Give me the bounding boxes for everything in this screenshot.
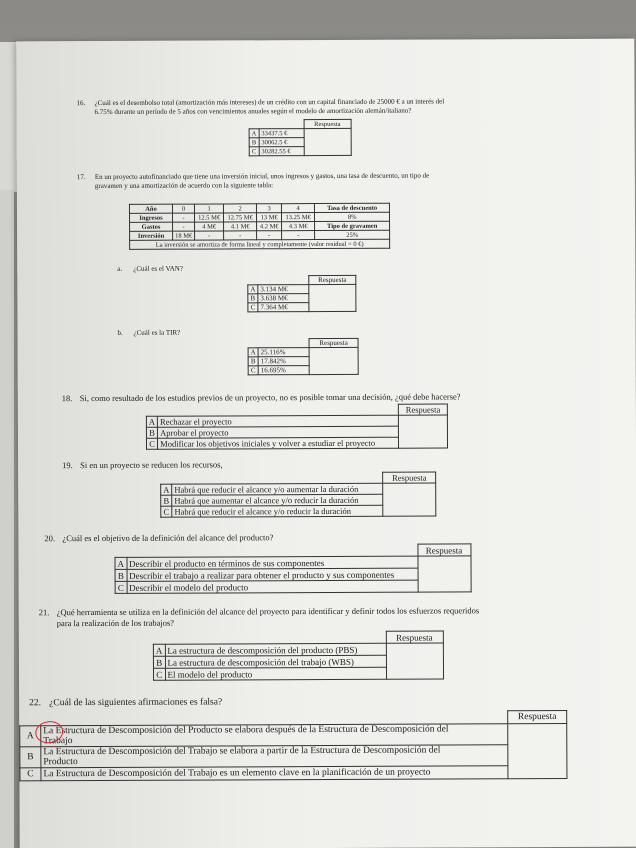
question-21 [39,605,599,629]
tasa-label: Tasa de descuento [315,203,390,212]
year-cell: 4 [282,204,315,213]
table-footer: La inversión se amortiza de forma lineal y completamente (valor residual = 0 €) [130,239,390,249]
option-text: 25.116% [258,348,309,357]
option-text-line: La Estructura de Descomposición del Producto se elabora después de la Estructura de Descomposición del [43,724,449,737]
option-letter: B [248,294,258,303]
gastos-cell: 4 M€ [195,222,224,231]
answer-header: Respuesta [386,631,443,643]
option-text: 7.364 M€ [258,303,309,312]
option-letter: A [115,557,127,569]
question-text: Si en un proyecto se reducen los recursos, [80,459,223,471]
q18-options-table [146,403,448,449]
option-row[interactable] [249,128,351,137]
ingresos-cell: - [172,213,194,222]
option-text-line: La Estructura de Descomposición del Trabajo se elabora a partir de la Estructura de Descomposición del [43,745,441,758]
question-number: 19. [62,460,73,471]
option-text: 30282.55 € [259,147,304,156]
q22-options-table [19,710,567,781]
q21-options-table [153,630,444,680]
option-row[interactable] [153,643,443,656]
question-text-cont: 6.75% durante un período de 5 años con vencimientos anuales según el modelo de amortización alemán/italiano? [94,106,412,117]
option-letter: C [153,668,165,680]
option-letter: B [248,357,258,366]
ingresos-cell: 13.25 M€ [282,213,315,222]
inversion-cell: 18 M€ [173,231,195,240]
tipo-value: 25% [315,230,390,239]
question-text: ¿Qué herramienta se utiliza en la definición del alcance del proyecto para identificar y definir todos los esfuerzos requeridos [56,605,480,618]
sub-question: ¿Cuál es la TIR? [133,328,181,337]
answer-box[interactable] [309,284,356,311]
year-cell: 0 [172,204,194,213]
tasa-value: 8% [315,212,390,221]
option-text: Habrá que reducir el alcance y/o aumentar la duración [172,483,383,495]
q17b-options-table [248,338,359,375]
option-text: Aprobar el proyecto [158,426,399,438]
question-17 [77,171,597,191]
option-letter: C [248,303,258,312]
inversion-cell: - [195,231,224,240]
option-row[interactable] [20,723,567,746]
option-text: Describir el producto en términos de sus componentes [126,556,417,569]
question-number: 16. [76,99,86,108]
option-text-line: Trabajo [43,736,73,747]
question-number: 18. [61,393,73,404]
answer-box[interactable] [417,556,470,592]
option-letter: C [115,581,127,593]
year-cell: 1 [195,204,224,213]
option-text [41,745,508,768]
inversion-cell: - [257,231,282,240]
answer-box[interactable] [399,415,448,448]
question-text: ¿Cuál es el desembolso total (amortización más intereses) de un crédito con un capital financiado de 25000 € a un interés del [94,97,445,108]
option-row[interactable] [161,483,436,495]
question-16 [76,97,596,117]
answer-header: Respuesta [383,472,436,483]
answer-header: Respuesta [417,544,470,556]
option-letter: B [20,747,41,768]
question-number: 21. [38,607,50,618]
option-letter: A [248,285,258,294]
option-text: Habrá que reducir el alcance y/o reducir la duración [172,505,383,517]
option-row[interactable] [248,347,358,356]
question-20 [44,531,564,544]
option-text: La estructura de descomposición del trabajo (WBS) [165,655,386,668]
option-text: 3.638 M€ [258,294,309,303]
option-text: El modelo del producto [165,667,386,680]
question-17a [117,265,183,274]
question-text: ¿Cuál es el objetivo de la definición del alcance del producto? [62,532,274,544]
row-label: Gastos [130,222,173,231]
answer-box[interactable] [309,347,358,374]
option-letter: C [249,147,259,156]
answer-header: Respuesta [508,710,567,723]
option-text-line: Producto [43,757,78,768]
option-text: 33437.5 € [259,129,304,138]
question-19 [62,458,582,471]
option-text-line: La Estructura de Descomposición del Trabajo es un elemento clave en la planificación de un proyecto [43,767,431,780]
answer-header: Respuesta [398,404,447,415]
option-text: Describir el trabajo a realizar para obtener el producto y sus componentes [127,568,418,581]
option-row[interactable] [20,765,567,780]
q19-options-table [160,472,436,518]
q20-options-table [114,543,471,594]
option-text: 16.695% [258,366,309,375]
sub-label: b. [117,328,123,337]
question-text: En un proyecto autofinanciado que tiene una inversión inicial, unos ingresos y gastos, una tasa de descuento, un tipo de [94,171,430,182]
option-text [41,766,508,781]
answer-header: Respuesta [309,338,358,347]
option-letter: A [146,416,157,427]
option-text: La estructura de descomposición del producto (PBS) [165,643,386,656]
row-label: Inversión [130,231,173,240]
exam-sheet [16,39,636,848]
q17a-options-table [247,275,356,312]
option-letter: B [146,427,157,438]
gastos-cell: 4.2 M€ [257,222,282,231]
gastos-cell: 4.1 M€ [224,222,257,231]
option-letter: B [249,138,259,147]
option-letter: A [20,726,41,747]
answer-header: Respuesta [309,275,356,284]
answer-box[interactable] [383,483,436,516]
option-letter: A [248,348,258,357]
inversion-cell: - [224,231,257,240]
option-row[interactable] [20,744,567,767]
question-text: Si, como resultado de los estudios previos de un proyecto, no es posible tomar una decisión, ¿qué debe hacerse? [79,391,461,404]
q17-data-table [129,203,390,250]
question-text-cont: para la realización de los trabajos? [56,617,175,629]
answer-header: Respuesta [304,119,351,128]
row-label: Ingresos [129,213,172,222]
gastos-cell: - [173,222,195,231]
question-text-cont: gravamen y una amortización de acuerdo con la siguiente tabla: [94,181,274,191]
option-text [41,724,508,747]
question-22 [29,695,589,709]
answer-box[interactable] [386,643,443,679]
row-label: Año [129,204,172,213]
question-number: 17. [76,173,86,182]
option-text: 30062.5 € [259,138,304,147]
question-number: 20. [44,533,56,544]
option-letter: C [161,506,172,517]
option-text: Modificar los objetivos iniciales y volver a estudiar el proyecto [158,437,399,449]
option-row[interactable] [115,580,471,594]
tipo-label: Tipo de gravamen [315,221,390,230]
ingresos-cell: 12.75 M€ [224,213,257,222]
option-letter: B [161,495,172,506]
option-letter: C [146,438,157,449]
year-cell: 3 [257,204,282,213]
option-letter: A [153,644,165,656]
option-text: Rechazar el proyecto [158,415,399,427]
option-text: Describir el modelo del producto [127,580,418,593]
option-letter: C [20,768,41,781]
option-row[interactable] [248,284,356,293]
answer-box[interactable] [304,128,351,155]
answer-box[interactable] [508,723,567,778]
question-18 [62,391,582,404]
ingresos-cell: 12.5 M€ [195,213,224,222]
question-number: 22. [29,698,42,709]
option-text: 17.842% [258,357,309,366]
underlying-page-edge-lower [0,190,14,848]
sub-label: a. [117,264,123,273]
option-letter: B [153,656,165,668]
option-text: Habrá que aumentar el alcance y/o reducir la duración [172,494,383,506]
exam-page [16,39,636,848]
option-text: 3.134 M€ [258,285,309,294]
q16-options-table [249,119,352,156]
option-letter: C [248,366,258,375]
option-row[interactable] [146,415,447,427]
question-17b [117,329,180,338]
inversion-cell: - [282,231,315,240]
year-cell: 2 [224,204,257,213]
gastos-cell: 4.3 M€ [282,222,315,231]
option-letter: A [161,484,172,495]
option-letter: A [249,129,259,138]
ingresos-cell: 13 M€ [257,213,282,222]
sub-question: ¿Cuál es el VAN? [133,264,183,273]
question-text: ¿Cuál de las siguientes afirmaciones es falsa? [49,697,223,709]
option-letter: B [115,569,127,581]
